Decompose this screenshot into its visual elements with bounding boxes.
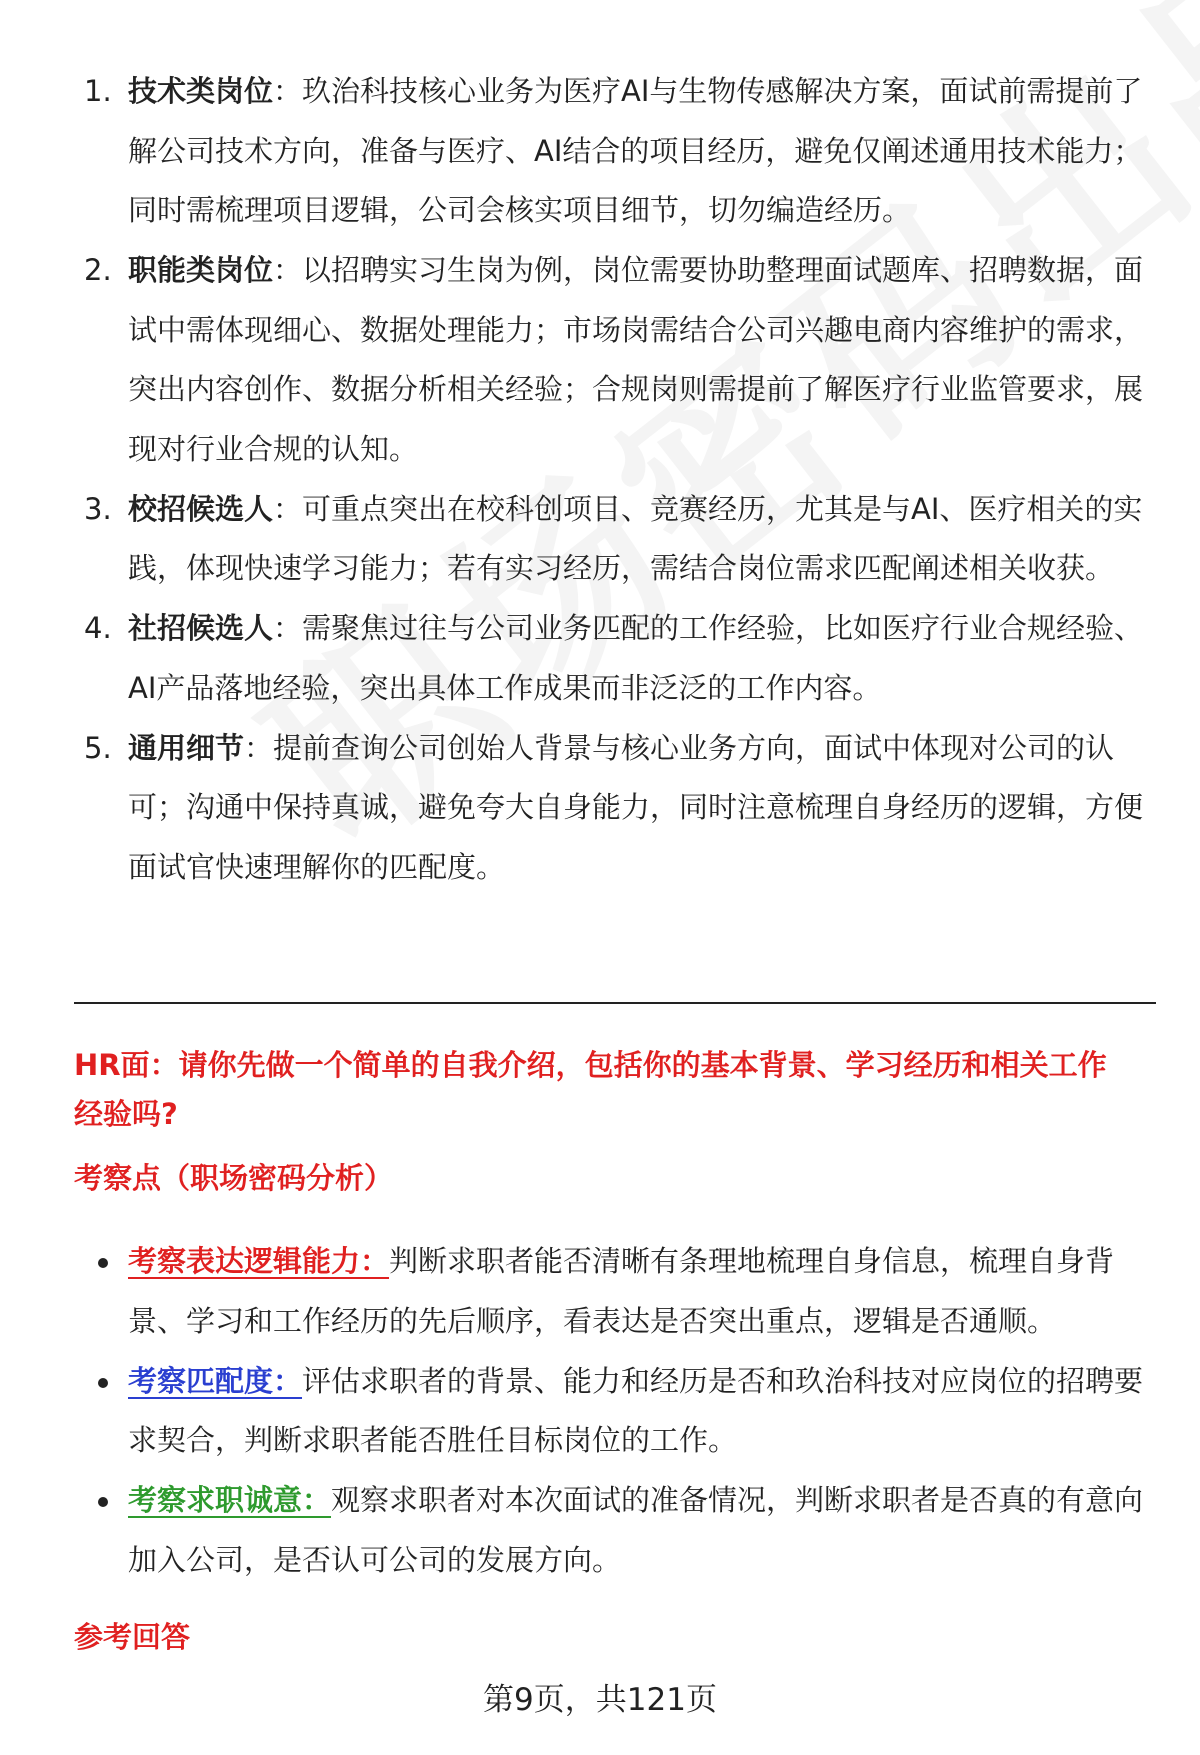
tips-list [84,62,1144,898]
tip-text: ：以招聘实习生岗为例，岗位需要协助整理面试题库、招聘数据，面试中需体现细心、数据处理能力；市场岗需结合公司兴趣电商内容维护的需求，突出内容创作、数据分析相关经验；合规岗则需提前了解医疗行业监管要求，展现对行业合规的认知。 [128,253,1144,466]
section-divider [74,1002,1156,1004]
tip-title: 技术类岗位 [128,74,274,108]
tip-item [84,62,1144,241]
point-label: 考察匹配度： [128,1363,303,1398]
point-label: 考察表达逻辑能力： [128,1244,390,1278]
tip-title: 职能类岗位 [128,253,274,287]
tip-number: 3. [84,491,112,526]
point-text: 评估求职者的背景、能力和经历是否和玖治科技对应岗位的招聘要求契合，判断求职者能否胜任目标岗位的工作。 [128,1363,1144,1457]
point-label: 考察求职诚意： [128,1483,332,1517]
tip-item [84,480,1144,599]
bullet-icon [98,1378,108,1388]
tip-text: ：玖治科技核心业务为医疗AI与生物传感解决方案，面试前需提前了解公司技术方向，准备与医疗、AI结合的项目经历，避免仅阐述通用技术能力；同时需梳理项目逻辑，公司会核实项目细节，切勿编造经历。 [128,74,1143,227]
point-text: 观察求职者对本次面试的准备情况，判断求职者是否真的有意向加入公司，是否认可公司的发展方向。 [128,1483,1144,1577]
page-footer: 第9页，共121页 [483,1682,717,1718]
point-item [94,1471,1150,1590]
tip-number: 5. [84,730,112,765]
tip-title: 社招候选人 [128,611,274,645]
tip-title: 通用细节 [128,730,245,765]
tip-number: 2. [84,253,112,287]
tip-title: 校招候选人 [128,491,274,526]
tip-number: 4. [84,611,112,645]
interview-question: HR面：请你先做一个简单的自我介绍，包括你的基本背景、学习经历和相关工作经验吗? [74,1048,1107,1131]
tip-item [84,599,1144,718]
tip-text: ：提前查询公司创始人背景与核心业务方向，面试中体现对公司的认可；沟通中保持真诚，避免夸大自身能力，同时注意梳理自身经历的逻辑，方便面试官快速理解你的匹配度。 [128,730,1144,884]
point-item [94,1352,1150,1471]
bullet-icon [98,1497,108,1507]
tip-text: ：可重点突出在校科创项目、竞赛经历，尤其是与AI、医疗相关的实践，体现快速学习能力；若有实习经历，需结合岗位需求匹配阐述相关收获。 [128,491,1143,585]
tip-text: ：需聚焦过往与公司业务匹配的工作经验，比如医疗行业合规经验、AI产品落地经验，突出具体工作成果而非泛泛的工作内容。 [128,611,1144,705]
section-title: 考察点（职场密码分析） [74,1161,394,1195]
points-list [94,1232,1150,1591]
tip-item [84,241,1144,479]
bullet-icon [98,1258,108,1268]
tip-item [84,719,1144,898]
reference-title: 参考回答 [74,1620,191,1654]
point-text: 判断求职者能否清晰有条理地梳理自身信息，梳理自身背景、学习和工作经历的先后顺序，看表达是否突出重点，逻辑是否通顺。 [128,1244,1115,1338]
tip-number: 1. [84,74,112,108]
point-item [94,1232,1150,1351]
